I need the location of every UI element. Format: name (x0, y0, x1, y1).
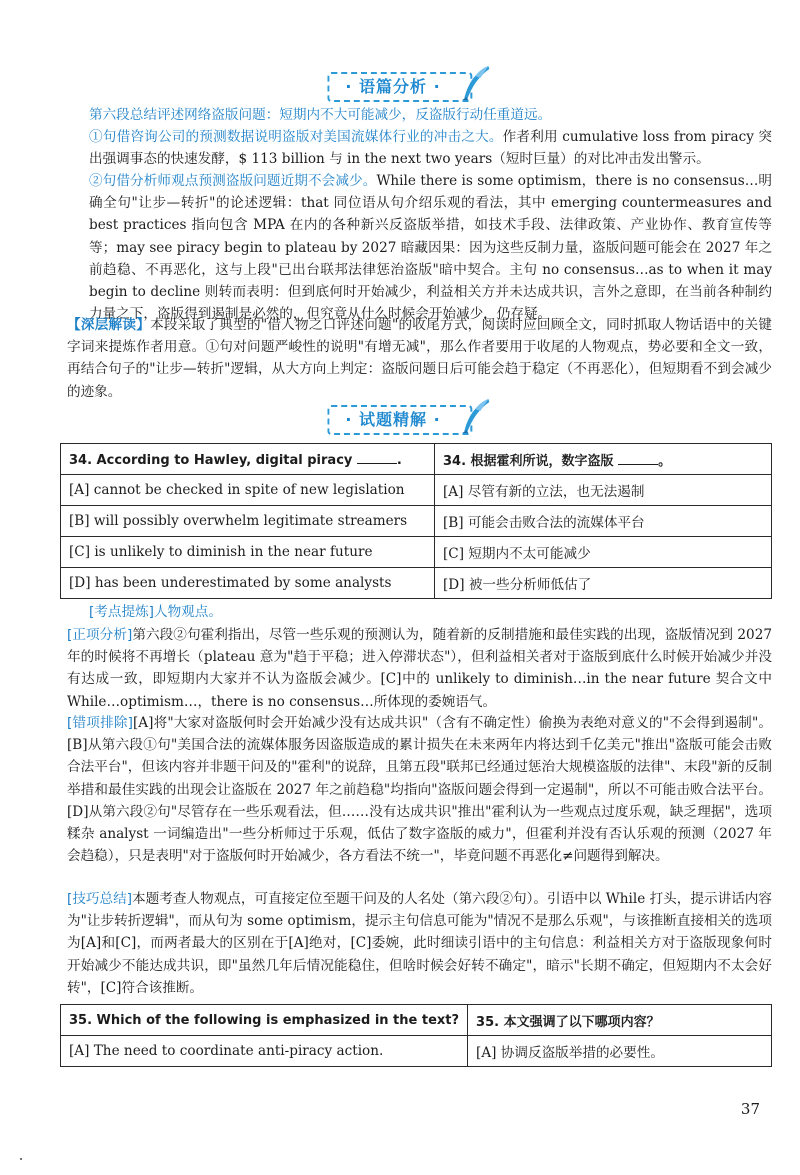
option-b-en: [B] will possibly overwhelm legitimate streamers (61, 506, 435, 537)
deep-reading-paragraph: 【深层解读】本段采取了典型的"借人物之口评述问题"的收尾方式，阅读时应回顾全文，同时抓取人物话语中的关键字词来提炼作者用意。①句对问题严峻性的说明"有增无减"，那么作者要用于收尾的人物观点，势必要和全文一致，再结合句子的"让步—转折"逻辑，从大方向上判定：盗版问题日后可能会趋于稳定（不再恶化），但短期看不到会减少的迹象。 (67, 317, 772, 400)
option-a-zh: [A] 协调反盗版举措的必要性。 (468, 1036, 772, 1067)
section-title-text-analysis: · 语篇分析 · (327, 72, 472, 102)
technique-tag: [技巧总结] (67, 891, 133, 907)
option-d-en: [D] has been underestimated by some analysts (61, 568, 435, 599)
option-row (61, 506, 772, 537)
option-a-en: [A] The need to coordinate anti-piracy action. (61, 1036, 468, 1067)
option-a-zh: [A] 尽管有新的立法，也无法遏制 (435, 475, 772, 506)
question-35-stem-en: 35. Which of the following is emphasized in the text? (61, 1005, 468, 1036)
option-b-zh: [B] 可能会击败合法的流媒体平台 (435, 506, 772, 537)
option-row (61, 537, 772, 568)
analysis-lead-2: ②句借分析师观点预测盗版问题近期不会减少。 (89, 173, 377, 189)
quill-pen-icon (459, 397, 493, 437)
wrong-option-elimination: [错项排除][A]将"大家对盗版何时会开始减少没有达成共识"（含有不确定性）偷换为表绝对意义的"不会得到遏制"。[B]从第六段①句"美国合法的流媒体服务因盗版造成的累计损失在未来两年内将达到千亿美元"推出"盗版可能会击败合法平台"，但该内容并非题干问及的"霍利"的说辞，且第五段"联邦已经通过惩治大规模盗版的法律"、末段"新的反制举措和最佳实践的出现会让盗版在 2027 年之前趋稳"均指向"盗版问题会得到一定遏制"，所以不可能击败合法平台。[D]从第六段②句"尽管存在一些乐观看法，但……没有达成共识"推出"霍利认为一些观点过度乐观，缺乏理据"，选项糅杂 analyst 一词编造出"一些分析师过于乐观，低估了数字盗版的威力"，但霍利并没有否认乐观的预测（2027 年会趋稳），只是表明"对于盗版何时开始减少，各方看法不统一"，毕竟问题不再恶化≠问题得到解决。 (67, 715, 772, 865)
section-title-question-explained: · 试题精解 · (327, 405, 472, 435)
analysis-paragraph-1: ①句借咨询公司的预测数据说明盗版对美国流媒体行业的冲击之大。作者利用 cumulative loss from piracy 突出强调事态的快速发酵，$ 113 billion 与 in the next two years（短时巨量）的对比冲击发出警示。 (89, 129, 772, 168)
wrong-option-tag: [错项排除] (67, 715, 133, 731)
test-point-paragraph: [考点提炼]人物观点。 (89, 604, 222, 620)
deep-reading-tag: 【深层解读】 (67, 317, 151, 333)
question-35-stem-zh: 35. 本文强调了以下哪项内容？ (468, 1005, 772, 1036)
question-35-stem-row (61, 1005, 772, 1036)
question-34-stem-zh: 34. 根据霍利所说，数字盗版 。 (435, 444, 772, 475)
paragraph-heading: 第六段总结评述网络盗版问题：短期内不大可能减少，反盗版行动任重道远。 (89, 107, 552, 123)
question-34-stem-en: 34. According to Hawley, digital piracy . (61, 444, 435, 475)
option-c-en: [C] is unlikely to diminish in the near future (61, 537, 435, 568)
option-c-zh: [C] 短期内不太可能减少 (435, 537, 772, 568)
option-row (61, 475, 772, 506)
option-a-en: [A] cannot be checked in spite of new legislation (61, 475, 435, 506)
question-34-stem-row (61, 444, 772, 475)
option-row (61, 568, 772, 599)
option-d-zh: [D] 被一些分析师低估了 (435, 568, 772, 599)
correct-option-analysis: [正项分析]第六段②句霍利指出，尽管一些乐观的预测认为，随着新的反制措施和最佳实践的出现，盗版情况到 2027 年的时候将不再增长（plateau 意为"趋于平稳；进入停滞状态"），但利益相关者对于盗版到底什么时候开始减少并没有达成一致，即短期内大家并不认为盗版会减少。[C]中的 unlikely to diminish…in the near future 契合文中 While…optimism…，there is no consensus…所体现的委婉语气。 (67, 627, 772, 710)
question-34-table (60, 443, 772, 599)
technique-summary: [技巧总结]本题考查人物观点，可直接定位至题干问及的人名处（第六段②句）。引语中以 While 打头，提示讲话内容为"让步转折逻辑"，而从句为 some optimism，提示主句信息可能为"情况不是那么乐观"，与该推断直接相关的选项为[A]和[C]，而两者最大的区别在于[A]绝对，[C]委婉，此时细读引语中的主句信息：利益相关方对于盗版现象何时开始减少不能达成共识，即"虽然几年后情况能稳住，但啥时候会好转不确定"，暗示"长期不确定，但短期内不太会好转"，[C]符合该推断。 (67, 891, 772, 996)
option-row (61, 1036, 772, 1067)
page-number: 37 (740, 1100, 760, 1118)
correct-analysis-tag: [正项分析] (67, 627, 133, 643)
quill-pen-icon (459, 64, 493, 104)
question-35-table (60, 1004, 772, 1067)
scan-speck (20, 1158, 22, 1160)
test-point-tag: [考点提炼] (89, 604, 154, 620)
analysis-lead-1: ①句借咨询公司的预测数据说明盗版对美国流媒体行业的冲击之大。 (89, 129, 503, 145)
analysis-paragraph-2: ②句借分析师观点预测盗版问题近期不会减少。While there is some optimism，there is no consensus…明确全句"让步—转折"的论述逻辑：that 同位语从句介绍乐观的看法，其中 emerging countermeasures and best practices 指向包含 MPA 在内的各种新兴反盗版举措，如技术手段、法律政策、产业协作、教育宣传等等；may see piracy begin to plateau by 2027 暗藏因果：因为这些反制力量，盗版问题可能会在 2027 年之前趋稳、不再恶化，这与上段"已出台联邦法律惩治盗版"暗中契合。主句 no consensus…as to when it may begin to decline 则转而表明：但到底何时开始减少，利益相关方并未达成共识，言外之意即，在当前各种制约力量之下，盗版得到遏制是必然的，但究竟从什么时候会开始减少，仍存疑。 (89, 173, 772, 323)
